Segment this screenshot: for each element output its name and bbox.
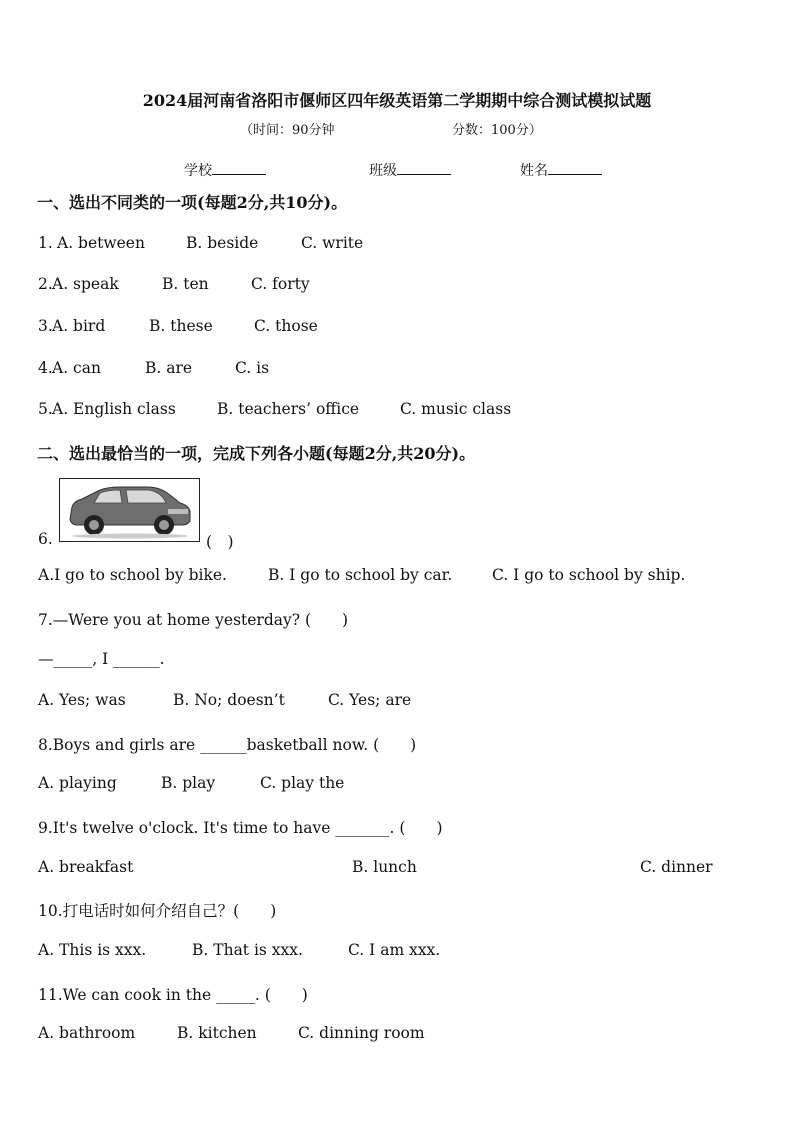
class-field bbox=[369, 160, 451, 180]
question-11-stem: 11.We can cook in the _____. ( ) bbox=[38, 986, 308, 1004]
question-7-option-c: C. Yes; are bbox=[328, 691, 412, 709]
page-title: 2024届河南省洛阳市偃师区四年级英语第二学期期中综合测试模拟试题 bbox=[142, 91, 652, 110]
option-c: C. music class bbox=[400, 400, 512, 418]
question-6-option-b: B. I go to school by car. bbox=[268, 566, 453, 584]
car-picture bbox=[59, 478, 200, 542]
question-8-option-c: C. play the bbox=[260, 774, 345, 792]
option-a: A. English class bbox=[52, 400, 176, 418]
class-blank bbox=[397, 160, 451, 175]
answer-paren: ( ) bbox=[206, 533, 234, 551]
question-8-stem: 8.Boys and girls are ______basketball now. ( ) bbox=[38, 736, 417, 754]
option-a: A. speak bbox=[52, 275, 119, 293]
question-8-option-b: B. play bbox=[161, 774, 216, 792]
question-number: 4. bbox=[38, 359, 53, 377]
option-c: C. forty bbox=[251, 275, 310, 293]
option-c: C. is bbox=[235, 359, 270, 377]
option-a: A. bird bbox=[52, 317, 106, 335]
question-7-stem: 7.—Were you at home yesterday? ( ) bbox=[38, 611, 349, 629]
question-10-option-a: A. This is xxx. bbox=[38, 941, 147, 959]
question-7-option-b: B. No; doesn’t bbox=[173, 691, 285, 709]
question-6-option-a: A.I go to school by bike. bbox=[38, 566, 227, 584]
question-10-stem: 10.打电话时如何介绍自己？( ) bbox=[38, 902, 277, 920]
option-b: B. these bbox=[149, 317, 213, 335]
section-2-heading: 二、选出最恰当的一项，完成下列各小题(每题2分,共20分)。 bbox=[37, 444, 476, 463]
school-blank bbox=[212, 160, 266, 175]
name-label: 姓名 bbox=[520, 163, 548, 179]
question-9-option-b: B. lunch bbox=[352, 858, 417, 876]
question-number: 2. bbox=[38, 275, 53, 293]
exam-score: 分数：100分） bbox=[452, 123, 542, 138]
question-6-option-c: C. I go to school by ship. bbox=[492, 566, 686, 584]
question-11-option-c: C. dinning room bbox=[298, 1024, 425, 1042]
question-9-option-c: C. dinner bbox=[640, 858, 713, 876]
question-6-number: 6. bbox=[38, 530, 53, 548]
question-10-option-c: C. I am xxx. bbox=[348, 941, 441, 959]
question-9-stem: 9.It's twelve o'clock. It's time to have _______. ( ) bbox=[38, 819, 443, 837]
question-number: 5. bbox=[38, 400, 53, 418]
section-1-heading: 一、选出不同类的一项(每题2分,共10分)。 bbox=[37, 193, 348, 212]
question-7-reply: —_____, I ______. bbox=[38, 650, 165, 668]
question-9-option-a: A. breakfast bbox=[38, 858, 134, 876]
exam-time: （时间：90分钟 bbox=[240, 123, 335, 138]
option-c: C. write bbox=[301, 234, 364, 252]
car-icon bbox=[60, 479, 199, 541]
option-c: C. those bbox=[254, 317, 318, 335]
question-number: 3. bbox=[38, 317, 53, 335]
school-field bbox=[184, 160, 266, 180]
question-number: 1. bbox=[38, 234, 53, 252]
option-b: B. teachers’ office bbox=[217, 400, 360, 418]
name-field bbox=[520, 160, 602, 180]
school-label: 学校 bbox=[184, 163, 212, 179]
option-a: A. between bbox=[57, 234, 145, 252]
option-b: B. are bbox=[145, 359, 193, 377]
question-11-option-b: B. kitchen bbox=[177, 1024, 257, 1042]
option-a: A. can bbox=[52, 359, 101, 377]
name-blank bbox=[548, 160, 602, 175]
question-8-option-a: A. playing bbox=[38, 774, 117, 792]
question-10-option-b: B. That is xxx. bbox=[192, 941, 303, 959]
option-b: B. ten bbox=[162, 275, 209, 293]
class-label: 班级 bbox=[369, 163, 397, 179]
question-11-option-a: A. bathroom bbox=[38, 1024, 136, 1042]
option-b: B. beside bbox=[186, 234, 259, 252]
question-7-option-a: A. Yes; was bbox=[38, 691, 126, 709]
